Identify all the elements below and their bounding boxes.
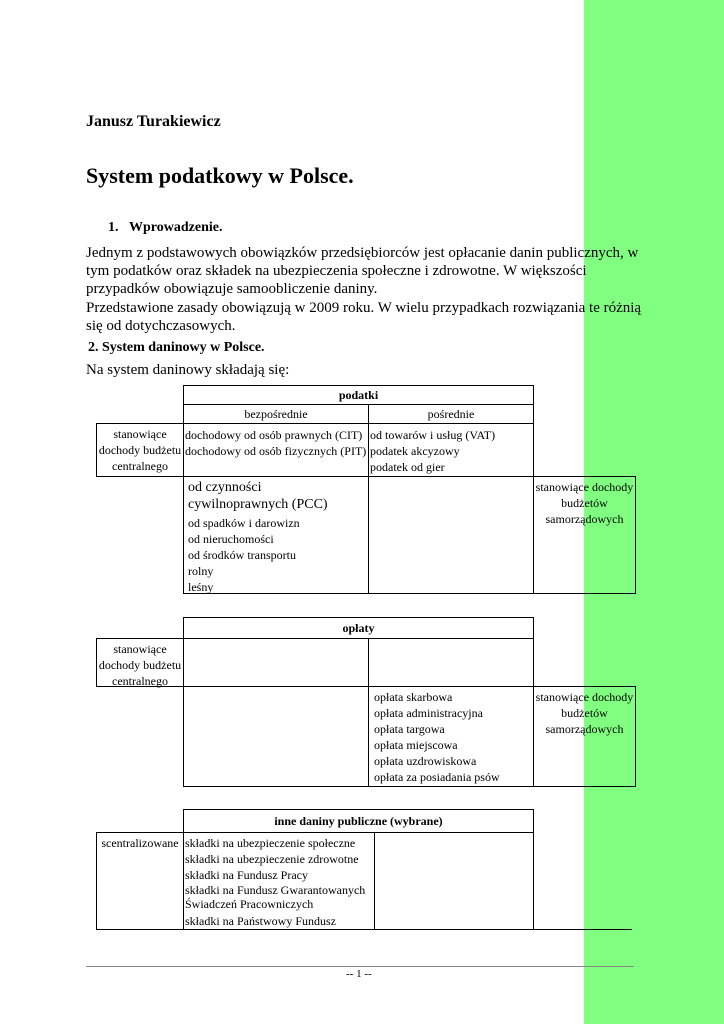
taxes-local-pcc: od czynności cywilnoprawnych (PCC) xyxy=(188,480,328,512)
taxes-local-indirect-cell xyxy=(368,476,534,594)
taxes-central-label: stanowiące dochody budżetu centralnego xyxy=(98,427,182,473)
taxes-central-direct-cell xyxy=(183,423,369,477)
fees-central-indirect-cell xyxy=(368,638,534,687)
taxes-header: podatki xyxy=(338,388,379,402)
other-items-cell xyxy=(183,832,375,930)
list-item: opłata miejscowa xyxy=(374,738,458,752)
section-2-heading: 2. System daninowy w Polsce. xyxy=(88,340,265,355)
taxes-header-cell xyxy=(183,385,534,405)
taxes-central-indirect-list xyxy=(369,424,533,475)
fees-local-direct-cell xyxy=(183,686,369,787)
list-item: składki na ubezpieczenie zdrowotne xyxy=(185,852,359,866)
section-1-number: 1. xyxy=(108,220,119,235)
taxes-central-label-cell xyxy=(96,423,184,477)
list-item: opłata skarbowa xyxy=(374,690,453,704)
list-item: rolny xyxy=(188,564,214,578)
taxes-direct-header: bezpośrednie xyxy=(244,407,308,421)
document-title: System podatkowy w Polsce. xyxy=(86,163,354,188)
list-item: składki na ubezpieczenie społeczne xyxy=(185,836,356,850)
page-number: -- 1 -- xyxy=(346,968,372,980)
lead-text: Na system daninowy składają się: xyxy=(86,362,290,378)
list-item: opłata administracyjna xyxy=(374,706,483,720)
taxes-indirect-header-cell xyxy=(368,404,534,424)
footer-rule xyxy=(86,966,634,967)
section-1-heading xyxy=(108,220,222,236)
taxes-direct-header-cell xyxy=(183,404,369,424)
fees-local-list xyxy=(369,687,533,785)
fees-header-cell xyxy=(183,617,534,639)
list-item: podatek akcyzowy xyxy=(370,444,460,458)
section-1-title: Wprowadzenie. xyxy=(129,220,223,235)
list-item: składki na Fundusz Pracy xyxy=(185,868,308,882)
list-item: od nieruchomości xyxy=(188,532,274,546)
fees-central-label-cell xyxy=(96,638,184,687)
other-header-cell xyxy=(183,809,534,833)
taxes-local-direct-list xyxy=(184,477,368,595)
taxes-central-indirect-cell xyxy=(368,423,534,477)
list-item: opłata za posiadania psów xyxy=(374,770,500,784)
list-item: od towarów i usług (VAT) xyxy=(370,428,496,442)
list-item: składki na Fundusz Gwarantowanych Świadczeń Pracowniczych xyxy=(185,883,366,911)
list-item: podatek od gier xyxy=(370,460,445,474)
other-table-bottom-rule xyxy=(96,929,632,930)
taxes-local-label: stanowiące dochody budżetów samorządowych xyxy=(535,480,634,526)
list-item: opłata uzdrowiskowa xyxy=(374,754,477,768)
other-central-label: scentralizowane xyxy=(101,836,179,850)
taxes-indirect-header: pośrednie xyxy=(427,407,475,421)
list-item: od spadków i darowizn xyxy=(188,516,300,530)
list-item: dochodowy od osób prawnych (CIT) xyxy=(185,428,363,442)
taxes-local-label-cell xyxy=(533,476,636,594)
fees-central-direct-cell xyxy=(183,638,369,687)
taxes-central-direct-list xyxy=(184,424,368,459)
other-empty-cell xyxy=(374,832,534,930)
list-item: dochodowy od osób fizycznych (PIT) xyxy=(185,444,367,458)
other-items-list xyxy=(184,833,374,929)
taxes-local-direct-cell xyxy=(183,476,369,594)
list-item: opłata targowa xyxy=(374,722,445,736)
fees-local-items-cell xyxy=(368,686,534,787)
fees-header: opłaty xyxy=(342,621,375,635)
fees-local-label: stanowiące dochody budżetów samorządowych xyxy=(535,690,634,736)
list-item: leśny xyxy=(188,580,214,594)
other-central-label-cell xyxy=(96,832,184,930)
paragraph-intro: Jednym z podstawowych obowiązków przedsiębiorców jest opłacanie danin publicznych, w tym podatków oraz składek na ubezpieczenia społeczne i zdrowotne. W większości przypadków obowiązuje samoobliczenie daniny. xyxy=(86,245,639,297)
other-header: inne daniny publiczne (wybrane) xyxy=(274,814,443,828)
fees-central-label: stanowiące dochody budżetu centralnego xyxy=(98,642,182,688)
paragraph-rules: Przedstawione zasady obowiązują w 2009 roku. W wielu przypadkach rozwiązania te różnią się od dotychczasowych. xyxy=(86,300,642,334)
list-item: składki na Państwowy Fundusz xyxy=(185,914,336,928)
list-item: od środków transportu xyxy=(188,548,296,562)
fees-local-label-cell xyxy=(533,686,636,787)
author-name: Janusz Turakiewicz xyxy=(86,113,221,130)
